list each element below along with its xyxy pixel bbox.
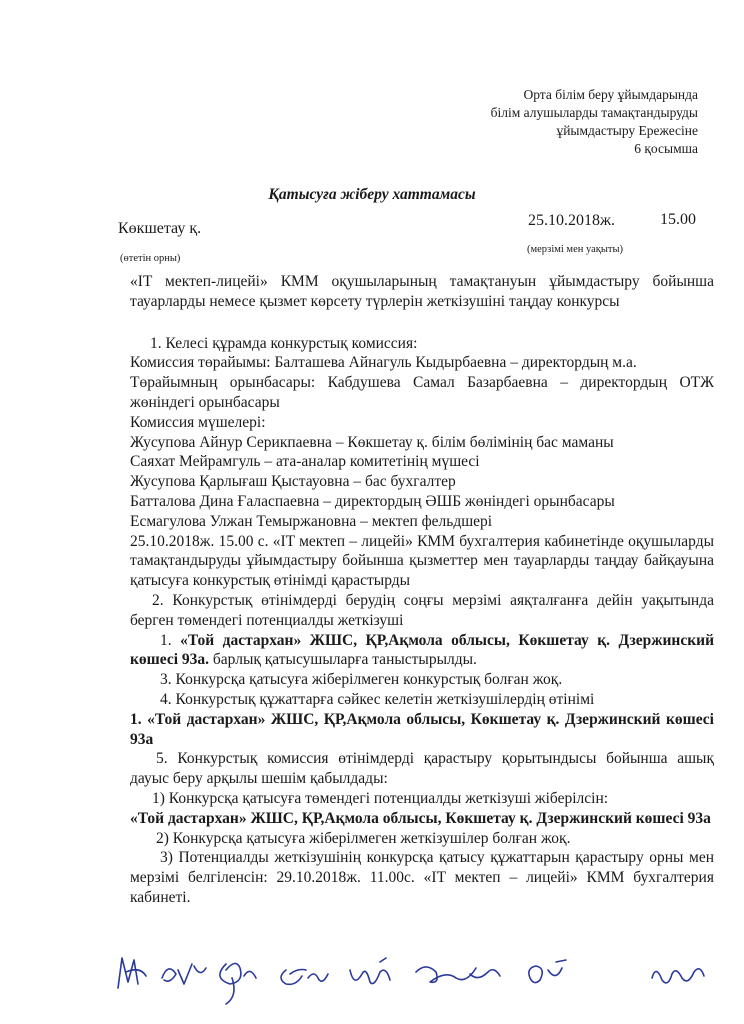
signature-2 — [162, 964, 206, 984]
commission-member: Есмагулова Улжан Темыржановна – мектеп фельдшері — [130, 512, 493, 530]
section-2-text: 2. Конкурстық өтінімдерді берудің соңғы мерзімі аяқталғанға дейін уақытында берген төмендегі потенциалды жеткізуші — [130, 591, 714, 629]
commission-chair: Комиссия төрайымы: Балташева Айнагуль Кыдырбаевна – директордың м.а. — [130, 354, 637, 372]
commission-member: Саяхат Мейрамгуль – ата-аналар комитетінің мүшесі — [130, 453, 480, 471]
section-1-heading: 1. Келесі құрамда конкурстық комиссия: — [150, 334, 418, 352]
section-4-supplier: 1. «Той дастархан» ЖШС, ҚР,Ақмола облысы, Көкшетау қ. Дзержинский көшесі 93а — [130, 710, 714, 748]
section-5-supplier: «Той дастархан» ЖШС, ҚР,Ақмола облысы, Көкшетау қ. Дзержинский көшесі 93а — [130, 809, 711, 827]
place-caption: (өтетін орны) — [120, 253, 181, 264]
signature-4 — [281, 970, 328, 985]
section-5-item-1: 1) Конкурсқа қатысуға төмендегі потенциалды жеткізуші жіберілсін: — [152, 789, 609, 807]
appendix-line: білім алушыларды тамақтандыруды — [490, 105, 698, 120]
appendix-line: Орта білім беру ұйымдарында — [523, 87, 698, 102]
item-number: 1. — [160, 631, 181, 649]
section-5-item-3: 3) Потенциалды жеткізушінің конкурсқа қатысу құжаттарын қарастыру орны мен мерзімі белгіленсін: 29.10.2018ж. 11.00с. «IT мектеп – лицейі» КММ бухгалтерия кабинеті. — [130, 849, 714, 906]
signature-7 — [529, 960, 566, 983]
commission-member: Батталова Дина Ғаласпаевна – директордың ӘШБ жөніндегі орынбасары — [130, 492, 615, 510]
section-5-item-2: 2) Конкурсқа қатысуға жіберілмеген жеткізушілер болған жоқ. — [156, 829, 571, 847]
document-title: Қатысуға жіберу хаттамасы — [268, 186, 476, 203]
supplier-name: «Той дастархан» ЖШС, ҚР,Ақмола облысы, Көкшетау қ. Дзержинский көшесі 93а. — [130, 631, 714, 669]
appendix-line: ұйымдастыру Ережесіне — [556, 123, 698, 138]
signature-6 — [416, 967, 500, 982]
appendix-line: 6 қосымша — [634, 141, 698, 156]
item-rest: барлық қатысушыларға таныстырылды. — [209, 651, 477, 669]
date-caption: (мерзімі мен уақыты) — [527, 244, 624, 255]
section-1-statement: 25.10.2018ж. 15.00 с. «IT мектеп – лицейі» КММ бухгалтерия кабинетінде оқушыларды тамақтандыруды ұйымдастыру бойынша қызметтер мен тауарларды таңдау байқауына қатысуға конкурстық өтінімді қарастырды — [130, 532, 714, 590]
section-5-text: 5. Конкурстық комиссия өтінімдерді қарастыру қорытындысы бойынша ашық дауыс беру арқылы шешім қабылдады: — [130, 750, 714, 788]
signature-3 — [220, 963, 256, 1004]
subject-paragraph: «IT мектеп-лицейі» КММ оқушыларының тамақтануын ұйымдастыру бойынша тауарларды немесе қызмет көрсету түрлерін жеткізушіні таңдау конкурсы — [130, 273, 714, 310]
document-body — [130, 272, 714, 908]
commission-member: Жусупова Айнур Серикпаевна – Көкшетау қ. білім бөлімінің бас маманы — [130, 433, 614, 451]
signatures-svg — [0, 948, 744, 1008]
signature-1 — [118, 958, 146, 988]
signature-5 — [350, 958, 390, 984]
signature-8 — [652, 969, 704, 983]
members-heading: Комиссия мүшелері: — [130, 413, 266, 431]
meeting-date: 25.10.2018ж. — [528, 212, 616, 229]
section-3-text: 3. Конкурсқа қатысуға жіберілмеген конкурстық болған жоқ. — [160, 671, 563, 689]
section-2-item — [130, 631, 714, 671]
appendix-note — [491, 86, 698, 158]
signatures-row — [0, 948, 744, 1008]
city: Көкшетау қ. — [118, 220, 202, 237]
commission-member: Жусупова Қарлығаш Қыстауовна – бас бухгалтер — [130, 473, 456, 491]
section-4-text: 4. Конкурстық құжаттарға сәйкес келетін жеткізушілердің өтінімі — [160, 690, 595, 708]
commission-vice-chair: Төрайымның орынбасары: Кабдушева Самал Базарбаевна – директордың ОТЖ жөніндегі орынбасары — [130, 374, 714, 411]
meeting-time: 15.00 — [660, 211, 696, 228]
